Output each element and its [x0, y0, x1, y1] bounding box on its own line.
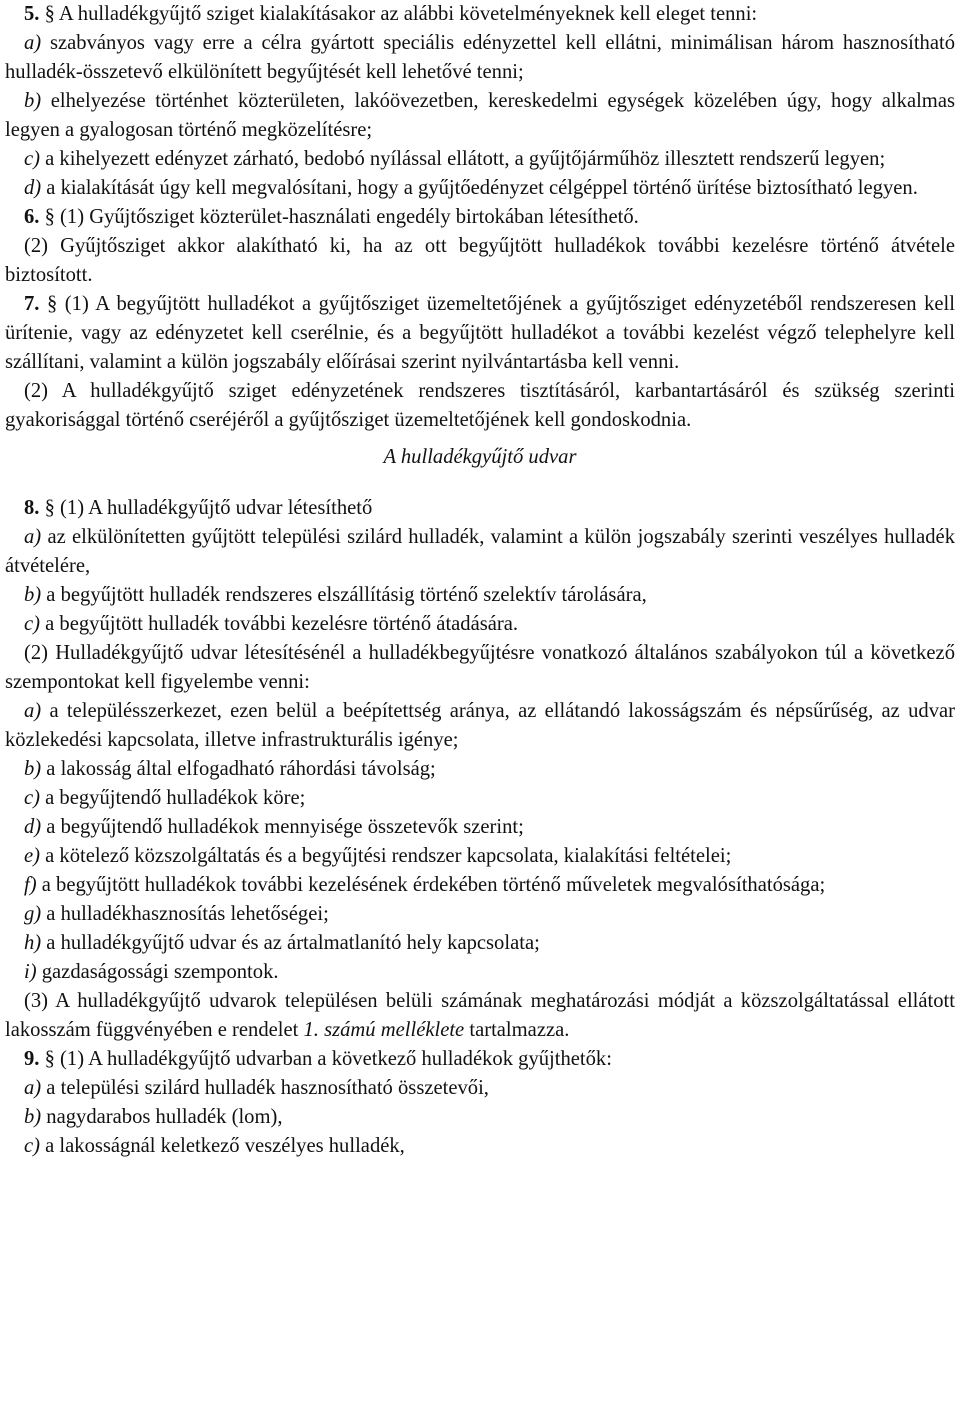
list-item — [5, 1074, 955, 1103]
item-text: gazdaságossági szempontok. — [36, 961, 279, 983]
section-heading: A hulladékgyűjtő udvar — [383, 446, 577, 468]
item-letter: c) — [24, 148, 40, 170]
item-text: a hulladékhasznosítás lehetőségei; — [41, 903, 329, 925]
item-letter: b) — [24, 90, 42, 112]
item-letter: f) — [24, 874, 37, 896]
list-item — [5, 523, 955, 581]
list-item — [5, 29, 955, 87]
list-item — [5, 1103, 955, 1132]
item-text: az elkülönítetten gyűjtött települési szilárd hulladék, valamint a külön jogszabály szerinti veszélyes hulladék átvételére, — [5, 526, 955, 577]
item-text: a településszerkezet, ezen belül a beépítettség aránya, az ellátandó lakosságszám és népsűrűség, az udvar közlekedési kapcsolata, illetve infrastrukturális igénye; — [5, 700, 955, 751]
item-letter: a) — [24, 700, 42, 722]
item-letter: a) — [24, 32, 42, 54]
item-letter: a) — [24, 526, 42, 548]
item-letter: c) — [24, 1135, 40, 1157]
item-text: nagydarabos hulladék (lom), — [41, 1106, 283, 1128]
list-item — [5, 784, 955, 813]
item-text: elhelyezése történhet közterületen, lakóövezetben, kereskedelmi egységek közelében úgy, hogy alkalmas legyen a gyalogosan történő megközelítésre; — [5, 90, 955, 141]
section-8-p3 — [5, 987, 955, 1045]
section-symbol: § — [39, 3, 55, 25]
item-text: a kihelyezett edényzet zárható, bedobó nyílással ellátott, a gyűjtőjárműhöz illesztett rendszerű legyen; — [40, 148, 886, 170]
section-9-p1 — [5, 1045, 955, 1074]
list-item — [5, 900, 955, 929]
section-symbol: § — [39, 1048, 55, 1070]
paragraph-text: (1) Gyűjtősziget közterület-használati engedély birtokában létesíthető. — [54, 206, 639, 228]
section-number: 9. — [24, 1048, 40, 1070]
item-letter: b) — [24, 758, 42, 780]
item-text: a hulladékgyűjtő udvar és az ártalmatlanító hely kapcsolata; — [41, 932, 540, 954]
list-item — [5, 145, 955, 174]
list-item — [5, 174, 955, 203]
item-letter: h) — [24, 932, 42, 954]
item-text: szabványos vagy erre a célra gyártott speciális edényzettel kell ellátni, minimálisan három hasznosítható hulladék-összetevő elkülönített begyűjtését kell lehetővé tenni; — [5, 32, 955, 83]
section-symbol: § — [39, 293, 58, 315]
list-item — [5, 871, 955, 900]
item-letter: d) — [24, 816, 42, 838]
item-text: a begyűjtendő hulladékok mennyisége összetevők szerint; — [41, 816, 524, 838]
section-6-p2: (2) Gyűjtősziget akkor alakítható ki, ha az ott begyűjtött hulladékok további kezelésre történő átvétele biztosított. — [5, 235, 955, 286]
item-letter: b) — [24, 584, 42, 606]
section-5-intro — [5, 0, 955, 29]
item-letter: c) — [24, 787, 40, 809]
paragraph-text: (1) A hulladékgyűjtő udvarban a következő hulladékok gyűjthetők: — [54, 1048, 612, 1070]
item-letter: d) — [24, 177, 42, 199]
item-text: a kialakítását úgy kell megvalósítani, hogy a gyűjtőedényzet célgéppel történő ürítése biztosítható legyen. — [41, 177, 918, 199]
item-text: a kötelező közszolgáltatás és a begyűjtési rendszer kapcsolata, kialakítási feltételei; — [40, 845, 732, 867]
section-8-p2: (2) Hulladékgyűjtő udvar létesítésénél a hulladékbegyűjtésre vonatkozó általános szabályokon túl a következő szempontokat kell figyelembe venni: — [5, 642, 955, 693]
item-text: a begyűjtött hulladék rendszeres elszállításig történő szelektív tárolására, — [41, 584, 647, 606]
item-letter: e) — [24, 845, 40, 867]
item-text: a települési szilárd hulladék hasznosítható összetevői, — [41, 1077, 489, 1099]
list-item — [5, 929, 955, 958]
section-number: 6. — [24, 206, 40, 228]
item-letter: a) — [24, 1077, 42, 1099]
item-letter: b) — [24, 1106, 42, 1128]
section-number: 8. — [24, 497, 40, 519]
section-number: 7. — [24, 293, 40, 315]
item-text: a begyűjtött hulladék további kezelésre történő átadására. — [40, 613, 519, 635]
section-6-p1 — [5, 203, 955, 232]
list-item — [5, 581, 955, 610]
document-page — [5, 0, 955, 1161]
item-letter: c) — [24, 613, 40, 635]
list-item — [5, 958, 955, 987]
item-text: a begyűjtendő hulladékok köre; — [40, 787, 306, 809]
item-text: a lakosság által elfogadható ráhordási távolság; — [41, 758, 436, 780]
list-item — [5, 87, 955, 145]
annex-reference: 1. számú melléklete — [303, 1019, 465, 1041]
section-7-p1 — [5, 290, 955, 377]
item-text: a begyűjtött hulladékok további kezelésének érdekében történő műveletek megvalósíthatósága; — [36, 874, 826, 896]
item-letter: i) — [24, 961, 37, 983]
list-item — [5, 610, 955, 639]
section-symbol: § — [39, 497, 55, 519]
section-7-p2: (2) A hulladékgyűjtő sziget edényzetének rendszeres tisztításáról, karbantartásáról és szükség szerinti gyakorisággal történő cseréjéről a gyűjtősziget üzemeltetőjének kell gondoskodnia. — [5, 380, 955, 431]
paragraph-text: tartalmazza. — [464, 1019, 570, 1041]
item-letter: g) — [24, 903, 42, 925]
paragraph-text: A hulladékgyűjtő sziget kialakításakor az alábbi követelményeknek kell eleget tenni: — [54, 3, 758, 25]
list-item — [5, 842, 955, 871]
paragraph-text: (3) A hulladékgyűjtő udvarok településen belüli számának meghatározási módját a közszolgáltatással ellátott lakosszám függvényében e rendelet — [5, 990, 955, 1041]
list-item — [5, 697, 955, 755]
section-symbol: § — [39, 206, 55, 228]
list-item — [5, 755, 955, 784]
paragraph-text: (1) A begyűjtött hulladékot a gyűjtősziget üzemeltetőjének a gyűjtősziget edényzetéből rendszeresen kell ürítenie, vagy az edényzetet kell cserélnie, és a begyűjtött hulladékot a további kezelést végző telephelyre kell szállítani, valamint a külön jogszabály előírásai szerint nyilvántartásba kell venni. — [5, 293, 955, 373]
list-item — [5, 1132, 955, 1161]
list-item — [5, 813, 955, 842]
item-text: a lakosságnál keletkező veszélyes hulladék, — [40, 1135, 405, 1157]
section-number: 5. — [24, 3, 40, 25]
section-8-p1 — [5, 494, 955, 523]
paragraph-text: (1) A hulladékgyűjtő udvar létesíthető — [54, 497, 373, 519]
